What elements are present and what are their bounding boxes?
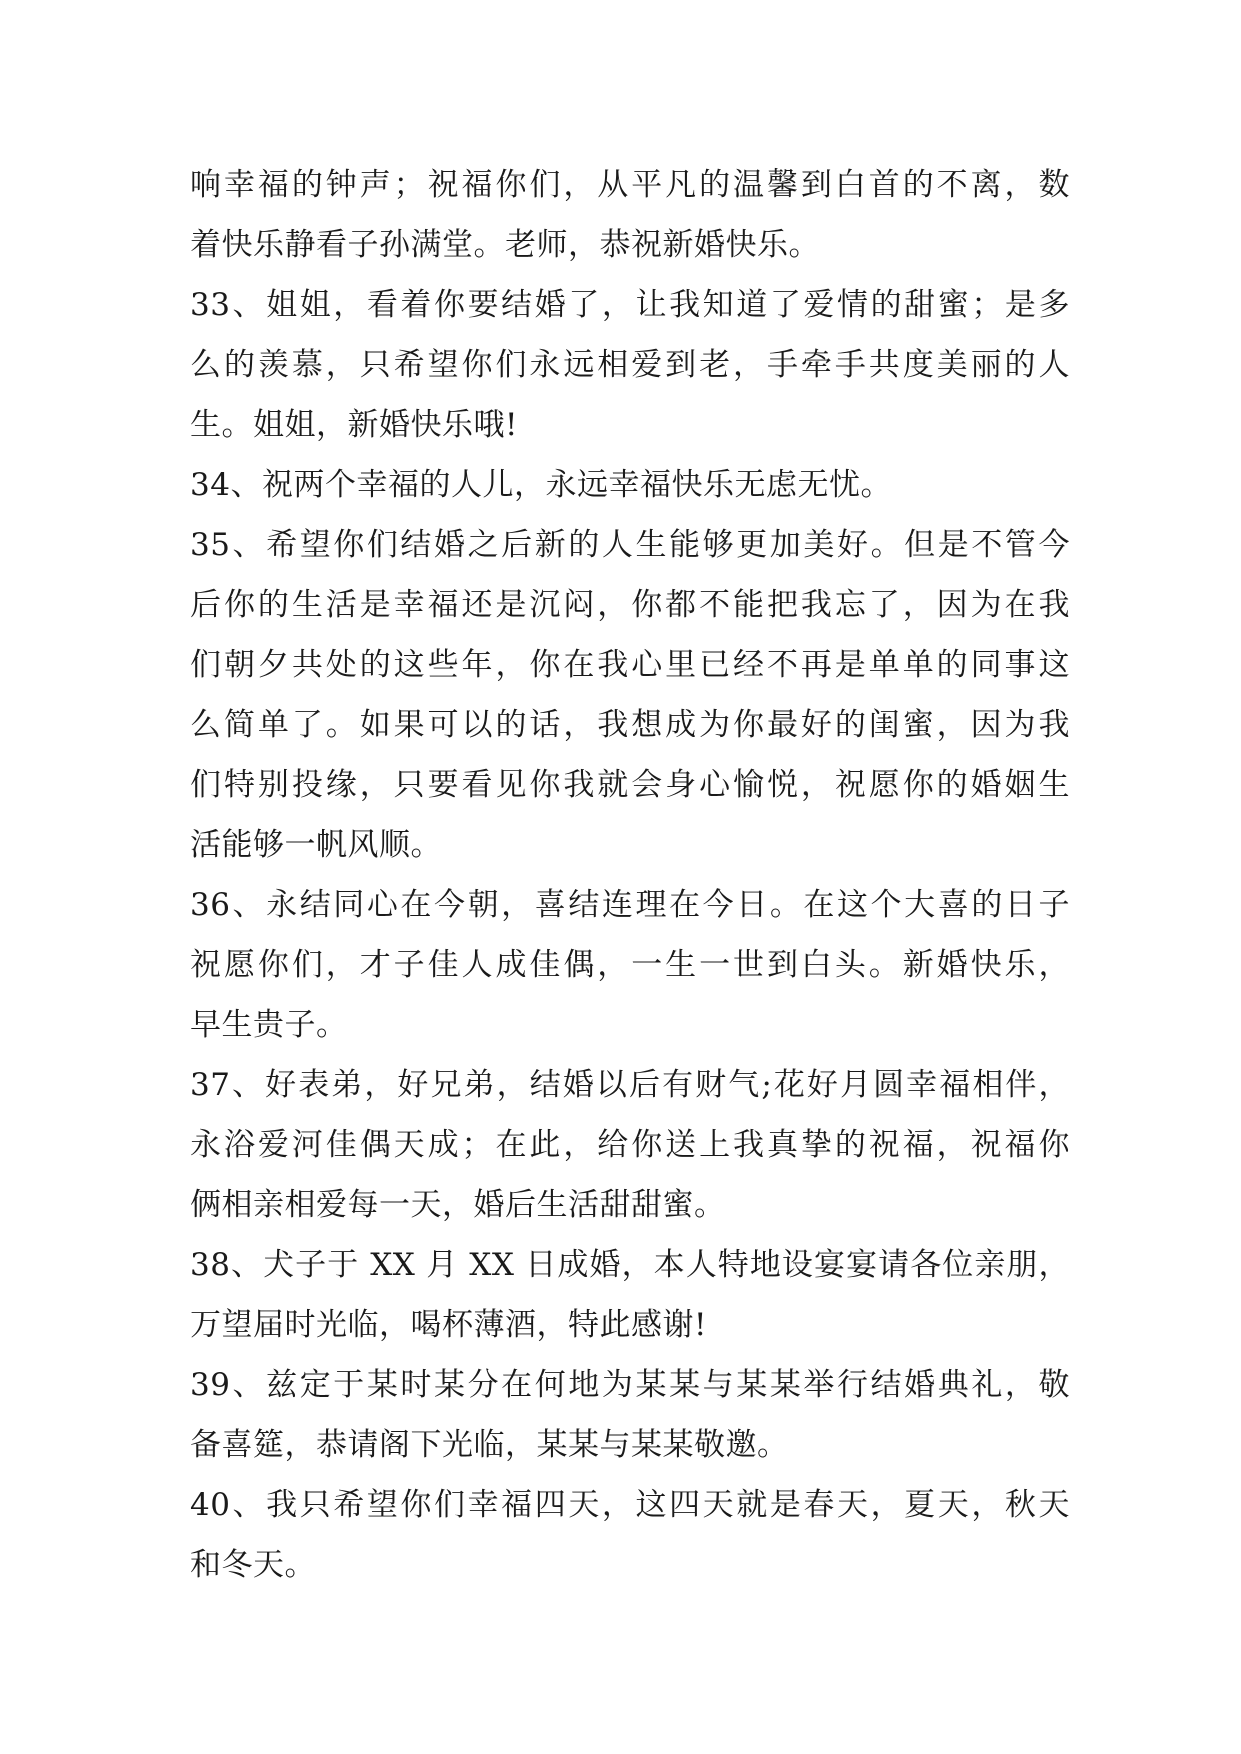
- text-line: 备喜筵，恭请阁下光临，某某与某某敬邀。: [190, 1427, 789, 1463]
- text-line: 们朝夕共处的这些年，你在我心里已经不再是单单的同事这: [190, 647, 1070, 683]
- text-line: 万望届时光临，喝杯薄酒，特此感谢!: [190, 1307, 707, 1343]
- text-line: 么简单了。如果可以的话，我想成为你最好的闺蜜，因为我: [190, 707, 1070, 743]
- text-line: 们特别投缘，只要看见你我就会身心愉悦，祝愿你的婚姻生: [190, 767, 1070, 803]
- text-line: 后你的生活是幸福还是沉闷，你都不能把我忘了，因为在我: [190, 587, 1070, 623]
- text-line: 36、永结同心在今朝，喜结连理在今日。在这个大喜的日子: [190, 887, 1070, 923]
- text-line: 33、姐姐，看着你要结婚了，让我知道了爱情的甜蜜；是多: [190, 287, 1070, 323]
- text-line: 么的羡慕，只希望你们永远相爱到老，手牵手共度美丽的人: [190, 347, 1070, 383]
- text-line: 38、犬子于 XX 月 XX 日成婚，本人特地设宴宴请各位亲朋，: [190, 1247, 1070, 1283]
- body-text: [190, 155, 1070, 1595]
- text-line: 永浴爱河佳偶天成；在此，给你送上我真挚的祝福，祝福你: [190, 1127, 1070, 1163]
- text-line: 和冬天。: [190, 1547, 316, 1583]
- text-line: 35、希望你们结婚之后新的人生能够更加美好。但是不管今: [190, 527, 1070, 563]
- text-line: 37、好表弟，好兄弟，结婚以后有财气;花好月圆幸福相伴，: [190, 1067, 1070, 1103]
- text-line: 34、祝两个幸福的人儿，永远幸福快乐无虑无忧。: [190, 467, 892, 503]
- text-line: 早生贵子。: [190, 1007, 348, 1043]
- text-line: 活能够一帆风顺。: [190, 827, 442, 863]
- text-line: 俩相亲相爱每一天，婚后生活甜甜蜜。: [190, 1187, 726, 1223]
- text-line: 生。姐姐，新婚快乐哦!: [190, 407, 518, 443]
- text-line: 响幸福的钟声；祝福你们，从平凡的温馨到白首的不离，数: [190, 167, 1070, 203]
- text-line: 祝愿你们，才子佳人成佳偶，一生一世到白头。新婚快乐，: [190, 947, 1070, 983]
- text-line: 39、兹定于某时某分在何地为某某与某某举行结婚典礼，敬: [190, 1367, 1070, 1403]
- text-line: 着快乐静看子孙满堂。老师，恭祝新婚快乐。: [190, 227, 820, 263]
- text-line: 40、我只希望你们幸福四天，这四天就是春天，夏天，秋天: [190, 1487, 1070, 1523]
